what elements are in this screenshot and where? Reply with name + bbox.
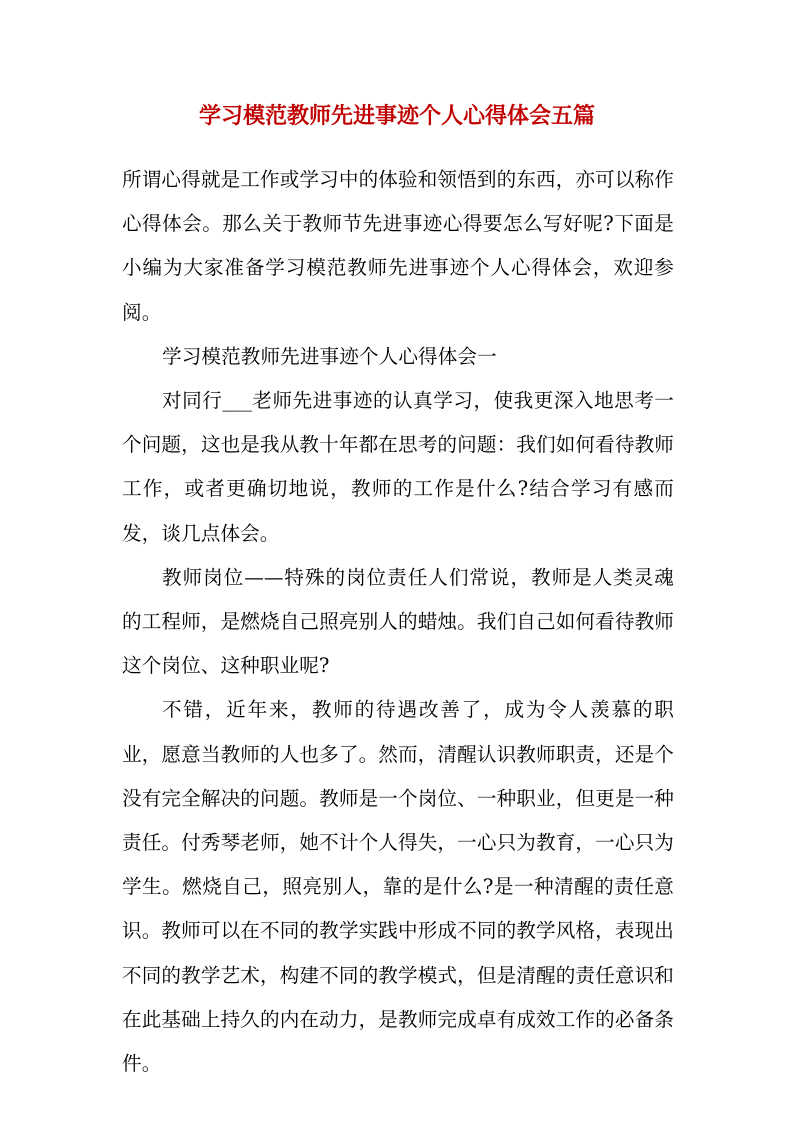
body-paragraph: 教师岗位——特殊的岗位责任人们常说，教师是人类灵魂的工程师，是燃烧自己照亮别人的蜡烛。我们自己如何看待教师这个岗位、这种职业呢? [122,565,674,678]
document-title: 学习模范教师先进事迹个人心得体会五篇 [198,103,595,129]
body-paragraph: 对同行___老师先进事迹的认真学习，使我更深入地思考一个问题，这也是我从教十年都在思考的问题：我们如何看待教师工作，或者更确切地说，教师的工作是什么?结合学习有感而发，谈几点体会。 [122,389,674,545]
intro-paragraph: 所谓心得就是工作或学习中的体验和领悟到的东西，亦可以称作心得体会。那么关于教师节先进事迹心得要怎么写好呢?下面是小编为大家准备学习模范教师先进事迹个人心得体会，欢迎参阅。 [122,168,674,324]
section-heading: 学习模范教师先进事迹个人心得体会一 [162,344,497,368]
document-body [122,158,674,1086]
body-paragraph: 不错，近年来，教师的待遇改善了，成为令人羡慕的职业，愿意当教师的人也多了。然而，清醒认识教师职责，还是个没有完全解决的问题。教师是一个岗位、一种职业，但更是一种责任。付秀琴老师，她不计个人得失，一心只为教育，一心只为学生。燃烧自己，照亮别人，靠的是什么?是一种清醒的责任意识。教师可以在不同的教学实践中形成不同的教学风格，表现出不同的教学艺术，构建不同的教学模式，但是清醒的责任意识和在此基础上持久的内在动力，是教师完成卓有成效工作的必备条件。 [122,698,674,1076]
